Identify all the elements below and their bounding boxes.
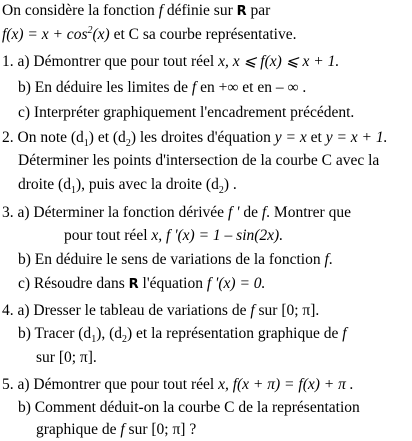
function-definition: $f(x) = x + \cos^2(x)$ xyxy=(2,24,110,43)
question-4a: 4. a) Dresser le tableau de variations de f sur [0; π]. xyxy=(2,302,320,319)
question-3a-line-2: pour tout réel x, f '(x) = 1 – sin(2x). xyxy=(64,227,284,244)
reals-symbol: R xyxy=(128,277,139,292)
question-4b-line-2: sur [0; π]. xyxy=(36,349,97,366)
question-1a: 1. a) Démontrer que pour tout réel x, x ⩽ f(x) ⩽ x + 1. xyxy=(2,53,340,70)
question-2-line-3: droite $(d_1)$, puis avec la droite $(d_2)$ . xyxy=(18,176,237,197)
question-5a: 5. a) Démontrer que pour tout réel x, f(x + π) = f(x) + π . xyxy=(2,376,354,393)
question-1b: b) En déduire les limites de f en +∞ et en – ∞ . xyxy=(18,79,307,96)
question-2-line-2: Déterminer les points d'intersection de la courbe C avec la xyxy=(18,152,380,169)
question-4b-line-1: b) Tracer $(d_1)$, $(d_2)$ et la représentation graphique de f xyxy=(18,325,347,346)
question-3c: c) Résoudre dans R l'équation f '(x) = 0. xyxy=(18,275,266,292)
question-5b-line-1: b) Comment déduit-on la courbe C de la représentation xyxy=(18,399,360,416)
intro-line-1: On considère la fonction f définie sur R par xyxy=(2,2,271,19)
reals-symbol: R xyxy=(236,4,247,19)
function-name: f xyxy=(158,2,163,19)
question-1c: c) Interpréter graphiquement l'encadrement précédent. xyxy=(18,104,355,121)
question-2-line-1: 2. On note $(d_1)$ et $(d_2)$ les droites d'équation y = x et y = x + 1. xyxy=(2,129,388,150)
question-3a-line-1: 3. a) Déterminer la fonction dérivée f ' de f. Montrer que xyxy=(2,204,351,221)
question-3b: b) En déduire le sens de variations de la fonction f. xyxy=(18,251,333,268)
question-5b-line-2: graphique de f sur [0; π] ? xyxy=(36,421,197,438)
intro-line-2: $f(x) = x + \cos^2(x)$ et C sa courbe représentative. xyxy=(2,24,297,43)
